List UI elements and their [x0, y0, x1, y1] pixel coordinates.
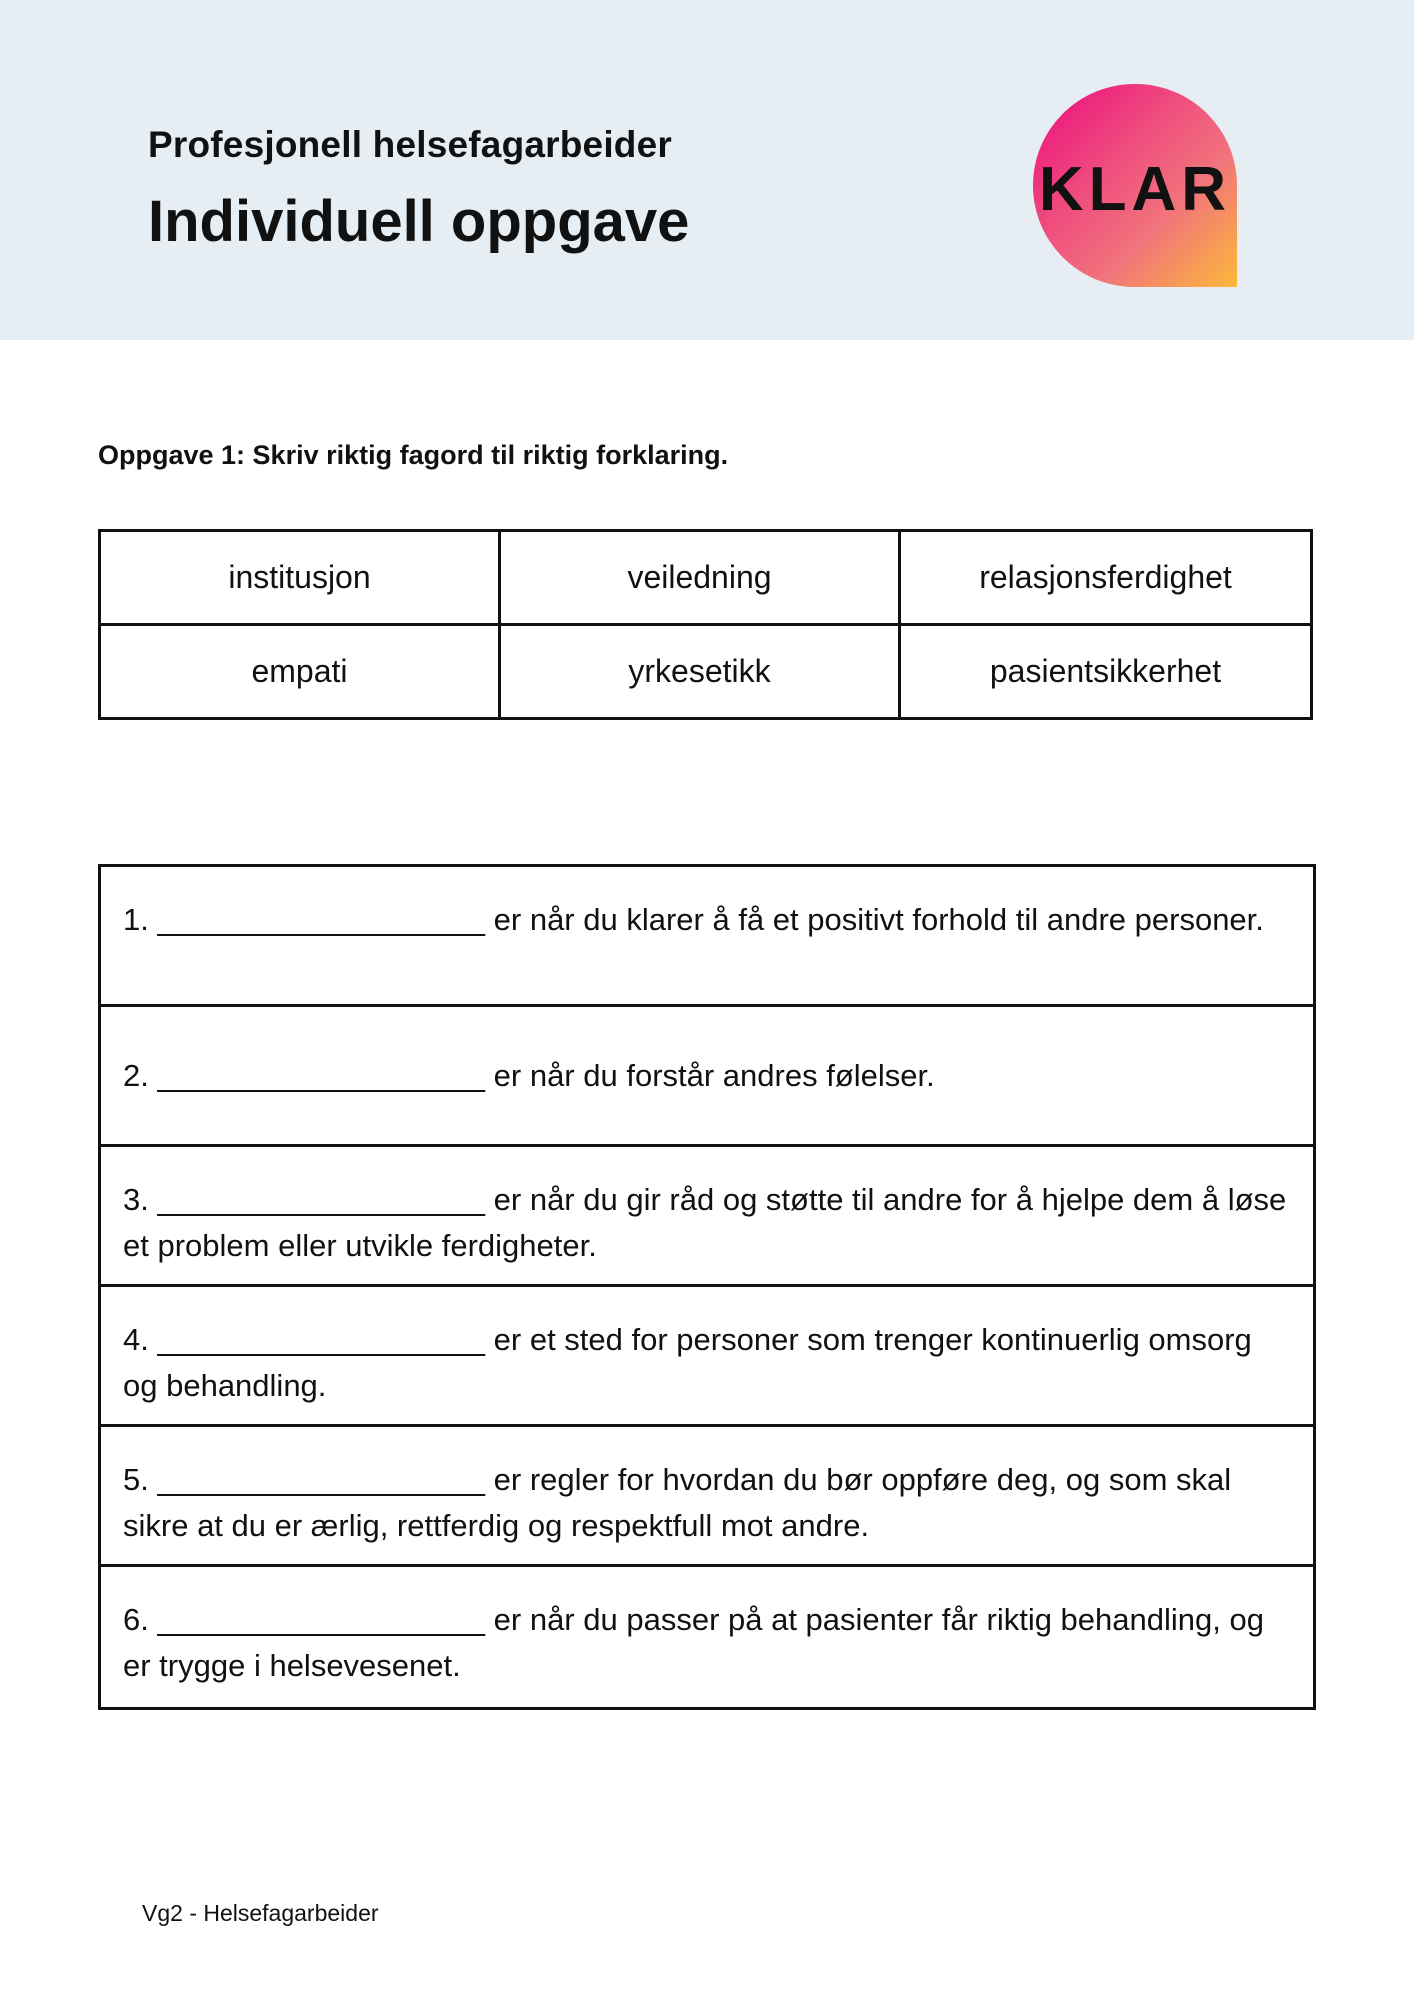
sentence-row: 1. ___________________ er når du klarer å få et positivt forhold til andre personer. [101, 867, 1313, 1007]
sentence-row: 5. ___________________ er regler for hvordan du bør oppføre deg, og som skal sikre at du er ærlig, rettferdig og respektfull mot andre. [101, 1427, 1313, 1567]
word-cell: pasientsikkerhet [900, 625, 1312, 719]
word-cell: empati [100, 625, 500, 719]
word-bank-row [100, 531, 1312, 625]
logo-text: KLAR [1038, 155, 1232, 224]
sentence-row: 6. ___________________ er når du passer på at pasienter får riktig behandling, og er trygge i helsevesenet. [123, 1602, 1264, 1683]
sentence-row: 4. ___________________ er et sted for personer som trenger kontinuerlig omsorg og behandling. [101, 1287, 1313, 1427]
header-banner [0, 0, 1414, 340]
task-heading: Oppgave 1: Skriv riktig fagord til riktig forklaring. [98, 440, 729, 470]
word-cell: institusjon [100, 531, 500, 625]
subtitle: Profesjonell helsefagarbeider [148, 124, 672, 165]
klar-logo [1033, 84, 1237, 287]
word-bank-table [98, 529, 1313, 720]
sentence-table [98, 864, 1316, 1710]
sentence-row: 3. ___________________ er når du gir råd og støtte til andre for å hjelpe dem å løse et problem eller utvikle ferdigheter. [101, 1147, 1313, 1287]
page-title: Individuell oppgave [148, 189, 690, 254]
word-cell: yrkesetikk [500, 625, 900, 719]
word-cell: relasjonsferdighet [900, 531, 1312, 625]
footer-text: Vg2 - Helsefagarbeider [142, 1900, 379, 1926]
word-bank-row [100, 625, 1312, 719]
sentence-row: 2. ___________________ er når du forstår andres følelser. [101, 1007, 1313, 1147]
word-cell: veiledning [500, 531, 900, 625]
